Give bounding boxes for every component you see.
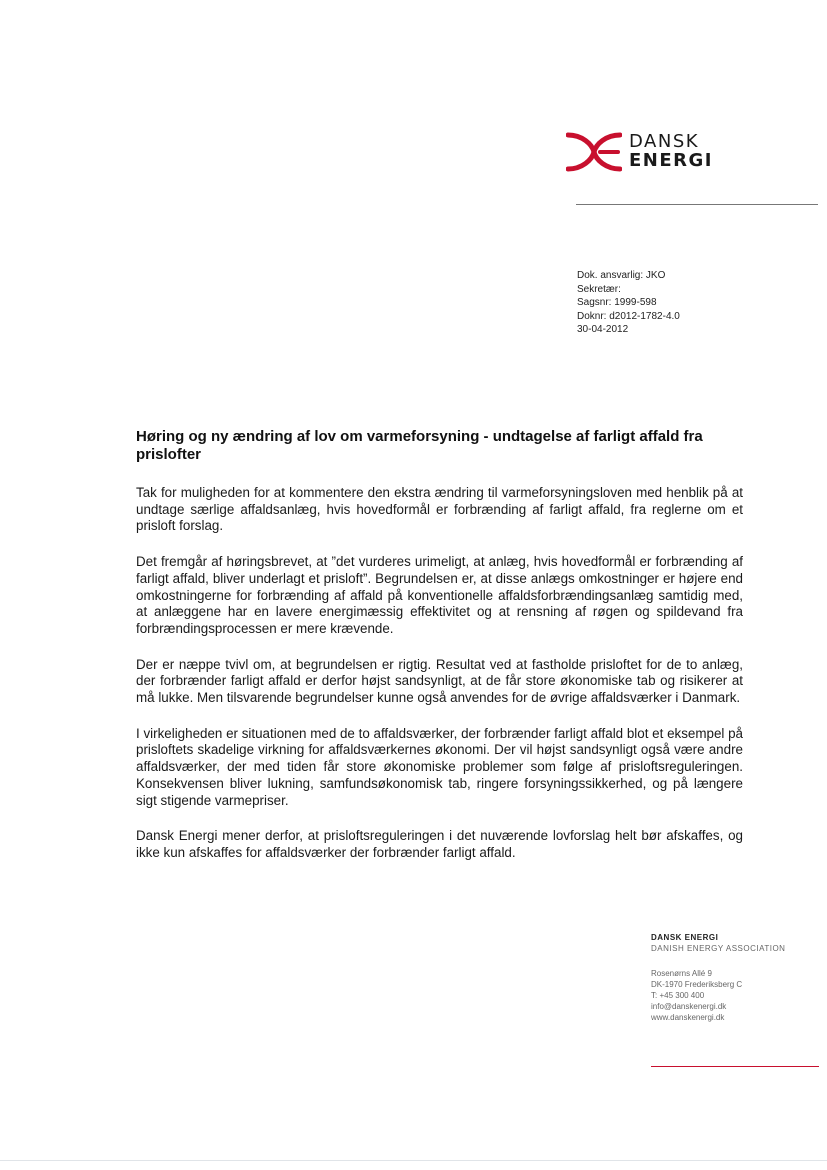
footer-phone: T: +45 300 400 xyxy=(651,991,705,1000)
paragraph: Tak for muligheden for at kommentere den ekstra ændring til varmeforsyningsloven med henblik på at undtage særlige affaldsanlæg, hvis hovedformål er forbrænding af farligt affald, fra reglerne om et prisloft forslag. xyxy=(136,485,743,534)
footer-website: www.danskenergi.dk xyxy=(651,1013,725,1022)
paragraph: Der er næppe tvivl om, at begrundelsen er rigtig. Resultat ved at fastholde prisloftet for de to anlæg, der forbrænder farligt affald er derfor højst sandsynligt, at de får store økonomiske tab og risikerer at må lukke. Men tilsvarende begrundelser kunne også anvendes for de øvrige affaldsværker i Danmark. xyxy=(136,656,743,706)
footer-address-city: DK-1970 Frederiksberg C xyxy=(651,980,743,989)
logo-line-1: DANSK xyxy=(629,131,700,152)
document-metadata xyxy=(577,269,680,337)
paragraph: Det fremgår af høringsbrevet, at ”det vurderes urimeligt, at anlæg, hvis hovedformål er forbrænding af farligt affald, bliver underlagt et prisloft”. Begrundelsen er, at disse anlægs omkostninger er højere end omkostningerne for forbrænding af affald på konventionelle affaldsforbrændingsanlæg samtidig med, at anlæggene har en lavere energimæssig effektivitet og at rensning af røgen og spildevand fra forbrændingsprocessen er mere krævende. xyxy=(136,554,743,636)
document-title: Høring og ny ændring af lov om varmeforsyning - undtagelse af farligt affald fra prislofter xyxy=(136,428,703,463)
footer-email: info@danskenergi.dk xyxy=(651,1002,727,1011)
header-divider xyxy=(576,204,818,205)
dansk-energi-logo xyxy=(566,130,726,180)
meta-document-number: Doknr: d2012-1782-4.0 xyxy=(577,310,680,322)
meta-secretary: Sekretær: xyxy=(577,283,621,295)
footer-address-street: Rosenørns Allé 9 xyxy=(651,969,712,978)
footer-contact xyxy=(651,932,785,1023)
meta-case-number: Sagsnr: 1999-598 xyxy=(577,297,657,308)
paragraph: I virkeligheden er situationen med de to affaldsværker, der forbrænder farligt affald blot et eksempel på prisloftets skadelige virkning for affaldsværkernes økonomi. Der vil højst sandsynligt også være andre affaldsværker, der med tiden får store økonomiske problemer som følge af prisloftsreguleringen. Konsekvensen bliver lukning, samfundsøkonomisk tab, ringere forsyningssikkerhed, og på længere sigt stigende varmepriser. xyxy=(136,725,743,808)
dansk-energi-mark-icon xyxy=(566,132,622,172)
meta-responsible: Dok. ansvarlig: JKO xyxy=(577,270,666,281)
paragraph: Dansk Energi mener derfor, at prisloftsreguleringen i det nuværende lovforslag helt bør afskaffes, og ikke kun afskaffes for affaldsværker der forbrænder farligt affald. xyxy=(136,828,743,860)
footer-divider xyxy=(651,1066,819,1067)
logo-wordmark xyxy=(629,132,713,170)
footer-org-name: DANSK ENERGI xyxy=(651,933,719,942)
logo-line-2: ENERGI xyxy=(629,150,713,171)
footer-association: DANISH ENERGY ASSOCIATION xyxy=(651,944,786,953)
document-body xyxy=(136,485,743,881)
page-edge xyxy=(0,1160,827,1161)
meta-date: 30-04-2012 xyxy=(577,324,629,335)
